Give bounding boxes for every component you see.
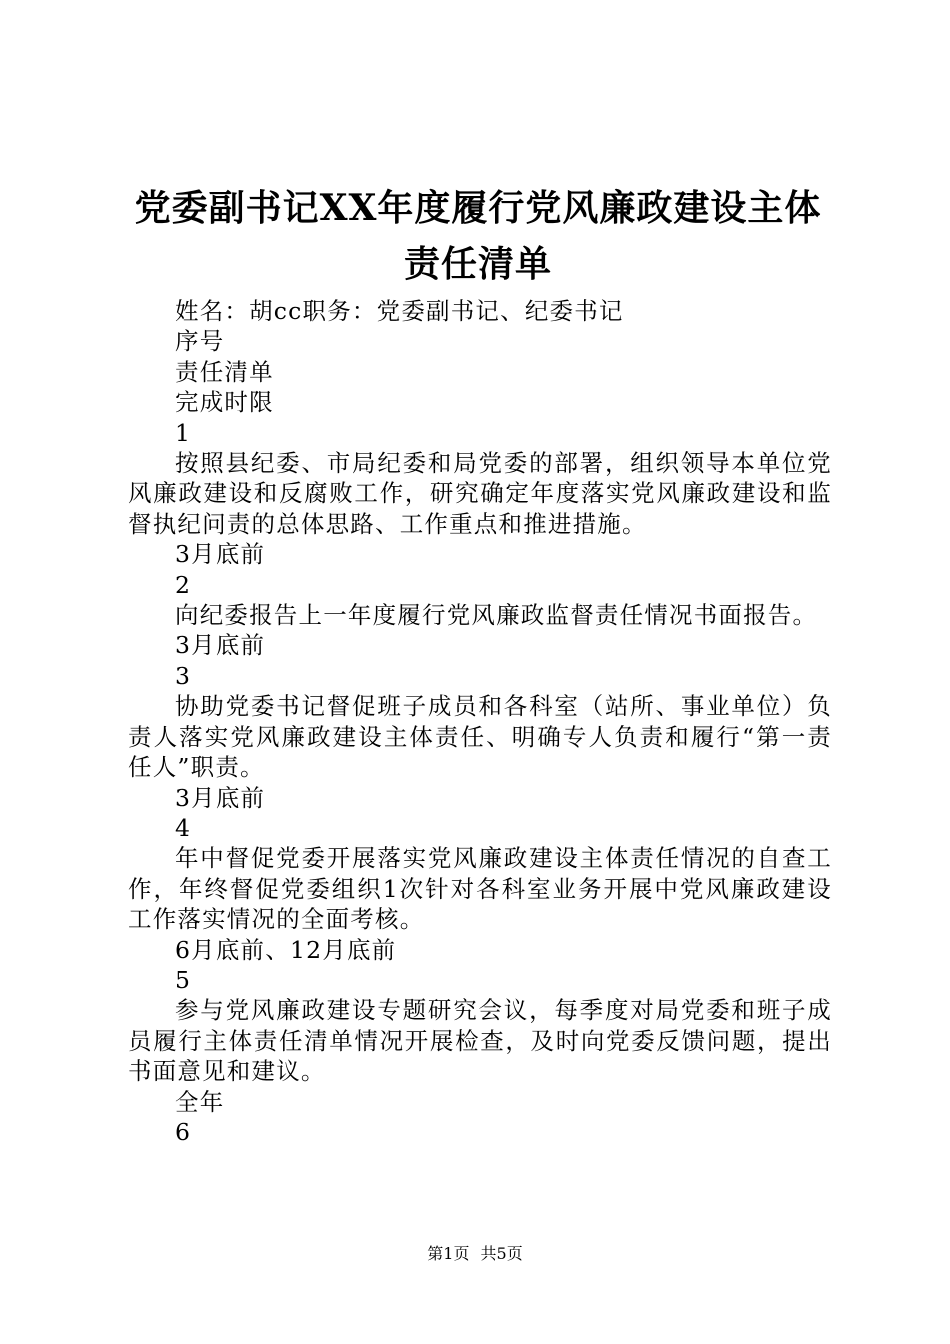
- header-line: 姓名：胡cc职务：党委副书记、纪委书记: [175, 297, 624, 325]
- row-deadline: 3月底前: [175, 540, 266, 569]
- page-total: 共5页: [480, 1244, 523, 1263]
- row-task: 协助党委书记督促班子成员和各科室（站所、事业单位）负责人落实党风廉政建设主体责任、明确专人负责和履行“第一责任人”职责。: [128, 692, 832, 782]
- row-task: 参与党风廉政建设专题研究会议，每季度对局党委和班子成员履行主体责任清单情况开展检查，及时向党委反馈问题，提出书面意见和建议。: [128, 996, 832, 1086]
- row-deadline: 全年: [175, 1087, 225, 1116]
- document-body: [128, 296, 832, 1147]
- row-index: 5: [175, 965, 192, 994]
- row-index: 1: [175, 418, 192, 447]
- row-index: 4: [175, 813, 192, 842]
- row-deadline: 6月底前、12月底前: [175, 935, 397, 964]
- column-header-task: 责任清单: [175, 357, 274, 386]
- row-index: 3: [175, 661, 192, 690]
- row-index: 2: [175, 570, 192, 599]
- row-task: 按照县纪委、市局纪委和局党委的部署，组织领导本单位党风廉政建设和反腐败工作，研究确定年度落实党风廉政建设和监督执纪问责的总体思路、工作重点和推进措施。: [128, 449, 832, 538]
- document-title: 党委副书记XX年度履行党风廉政建设主体责任清单: [134, 187, 822, 285]
- column-header-index: 序号: [175, 327, 225, 356]
- row-deadline: 3月底前: [175, 783, 266, 812]
- page-footer: [0, 1244, 950, 1264]
- row-deadline: 3月底前: [175, 631, 266, 660]
- column-header-deadline: 完成时限: [175, 388, 274, 417]
- row-index: 6: [175, 1117, 192, 1146]
- page-number: 第1页: [427, 1244, 470, 1263]
- row-task: 年中督促党委开展落实党风廉政建设主体责任情况的自查工作，年终督促党委组织1次针对各科室业务开展中党风廉政建设工作落实情况的全面考核。: [128, 844, 832, 934]
- row-task: 向纪委报告上一年度履行党风廉政监督责任情况书面报告。: [175, 601, 818, 630]
